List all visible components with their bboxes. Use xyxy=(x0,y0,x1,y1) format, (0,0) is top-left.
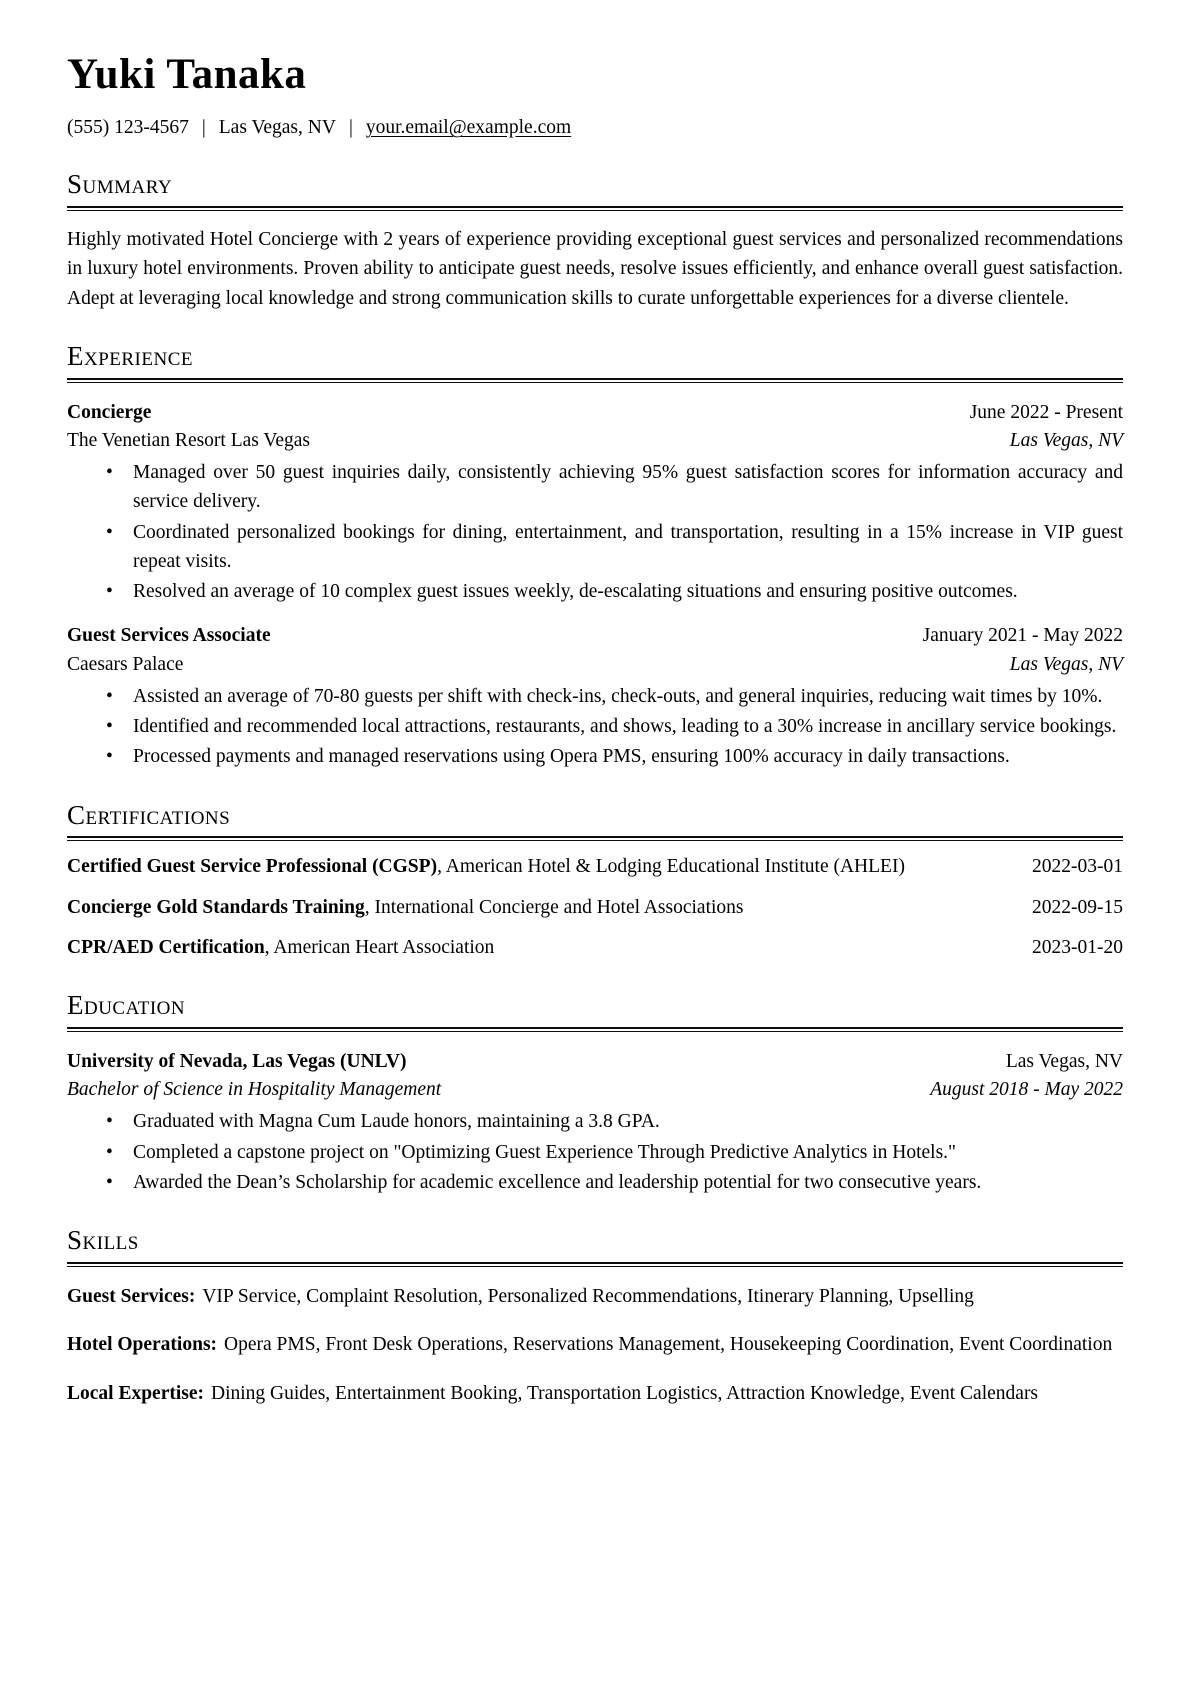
section-divider xyxy=(67,1262,1123,1267)
skill-group-label: Guest Services: xyxy=(67,1285,196,1307)
phone-number: (555) 123-4567 xyxy=(67,117,189,139)
job-location: Las Vegas, NV xyxy=(1009,653,1123,675)
education-location: Las Vegas, NV xyxy=(1005,1050,1123,1072)
education-degree-row xyxy=(67,1076,1123,1104)
job-entry xyxy=(67,622,1123,771)
job-bullet: • Coordinated personalized bookings for dining, entertainment, and transportation, resulting in a 15% increase in VIP guest repeat visits. xyxy=(133,518,1123,577)
job-bullet: • Resolved an average of 10 complex guest issues weekly, de-escalating situations and ensuring positive outcomes. xyxy=(133,577,1123,606)
job-company-row xyxy=(67,427,1123,455)
certification-text xyxy=(67,933,1032,962)
section-skills xyxy=(67,1226,1123,1408)
job-title-row xyxy=(67,622,1123,650)
education-dates: August 2018 - May 2022 xyxy=(930,1079,1123,1101)
experience-section-title: Experience xyxy=(67,340,193,371)
certification-text xyxy=(67,893,1032,922)
skill-group-label: Hotel Operations: xyxy=(67,1334,218,1356)
certification-issuer: , American Hotel & Lodging Educational Institute (AHLEI) xyxy=(437,856,905,878)
certification-text xyxy=(67,852,1032,881)
job-bullet: • Identified and recommended local attractions, restaurants, and shows, leading to a 30% increase in ancillary service bookings. xyxy=(133,712,1123,741)
section-certifications xyxy=(67,801,1123,962)
skill-group-items: VIP Service, Complaint Resolution, Personalized Recommendations, Itinerary Planning, Upselling xyxy=(202,1285,974,1307)
certification-issuer: , International Concierge and Hotel Associations xyxy=(364,896,744,918)
education-school: University of Nevada, Las Vegas (UNLV) xyxy=(67,1050,407,1072)
section-divider xyxy=(67,378,1123,383)
job-dates: January 2021 - May 2022 xyxy=(922,625,1123,647)
job-company-row xyxy=(67,651,1123,679)
education-entry xyxy=(67,1048,1123,1197)
education-degree: Bachelor of Science in Hospitality Management xyxy=(67,1079,442,1101)
contact-separator: | xyxy=(348,117,353,139)
job-entry xyxy=(67,399,1123,607)
certification-date: 2022-09-15 xyxy=(1032,896,1123,918)
education-bullet: • Graduated with Magna Cum Laude honors, maintaining a 3.8 GPA. xyxy=(133,1107,1123,1136)
job-role: Concierge xyxy=(67,401,152,423)
person-name: Yuki Tanaka xyxy=(67,51,307,98)
contact-separator: | xyxy=(201,117,206,139)
contact-location: Las Vegas, NV xyxy=(218,117,336,139)
section-divider xyxy=(67,206,1123,211)
certification-date: 2023-01-20 xyxy=(1032,936,1123,958)
certification-date: 2022-03-01 xyxy=(1032,856,1123,878)
summary-text: Highly motivated Hotel Concierge with 2 years of experience providing exceptional guest services and personalized recommendations in luxury hotel environments. Proven ability to anticipate guest needs, resolve issues efficiently, and enhance overall guest satisfaction. Adept at leveraging local knowledge and strong communication skills to curate unforgettable experiences for a diverse clientele. xyxy=(67,229,1123,309)
certification-item xyxy=(67,852,1123,881)
section-experience xyxy=(67,342,1123,772)
education-bullet: • Awarded the Dean’s Scholarship for academic excellence and leadership potential for two consecutive years. xyxy=(133,1168,1123,1197)
skill-group xyxy=(67,1330,1123,1359)
certification-item xyxy=(67,893,1123,922)
certifications-section-title: Certifications xyxy=(67,799,231,830)
certification-name: Certified Guest Service Professional (CGSP) xyxy=(67,856,438,878)
skill-group-items: Opera PMS, Front Desk Operations, Reservations Management, Housekeeping Coordination, Event Coordination xyxy=(224,1334,1113,1356)
certification-item xyxy=(67,933,1123,962)
job-bullet: • Managed over 50 guest inquiries daily, consistently achieving 95% guest satisfaction scores for information accuracy and service delivery. xyxy=(133,458,1123,517)
job-bullet-list xyxy=(67,682,1123,772)
job-role: Guest Services Associate xyxy=(67,625,271,647)
certification-name: CPR/AED Certification xyxy=(67,936,265,958)
job-bullet: • Processed payments and managed reservations using Opera PMS, ensuring 100% accuracy in daily transactions. xyxy=(133,742,1123,771)
education-school-row xyxy=(67,1048,1123,1076)
section-education xyxy=(67,991,1123,1197)
skill-group xyxy=(67,1282,1123,1311)
job-company: Caesars Palace xyxy=(67,653,184,675)
section-summary xyxy=(67,170,1123,312)
job-bullet: • Assisted an average of 70-80 guests per shift with check-ins, check-outs, and general inquiries, reducing wait times by 10%. xyxy=(133,682,1123,711)
job-dates: June 2022 - Present xyxy=(969,401,1123,423)
job-title-row xyxy=(67,399,1123,427)
job-bullet-list xyxy=(67,458,1123,606)
contact-row xyxy=(67,114,1123,141)
education-bullet: • Completed a capstone project on "Optimizing Guest Experience Through Predictive Analytics in Hotels." xyxy=(133,1138,1123,1167)
certification-issuer: , American Heart Association xyxy=(264,936,495,958)
summary-section-title: Summary xyxy=(67,169,173,200)
section-divider xyxy=(67,1027,1123,1032)
skill-group-items: Dining Guides, Entertainment Booking, Transportation Logistics, Attraction Knowledge, Event Calendars xyxy=(211,1383,1039,1405)
education-section-title: Education xyxy=(67,990,186,1021)
skill-group xyxy=(67,1379,1123,1408)
skill-group-label: Local Expertise: xyxy=(67,1383,205,1405)
job-company: The Venetian Resort Las Vegas xyxy=(67,429,310,451)
skills-section-title: Skills xyxy=(67,1225,139,1256)
section-divider xyxy=(67,836,1123,841)
job-location: Las Vegas, NV xyxy=(1009,429,1123,451)
education-bullet-list xyxy=(67,1107,1123,1197)
email-link[interactable]: your.email@example.com xyxy=(365,117,572,139)
certification-name: Concierge Gold Standards Training xyxy=(67,896,365,918)
